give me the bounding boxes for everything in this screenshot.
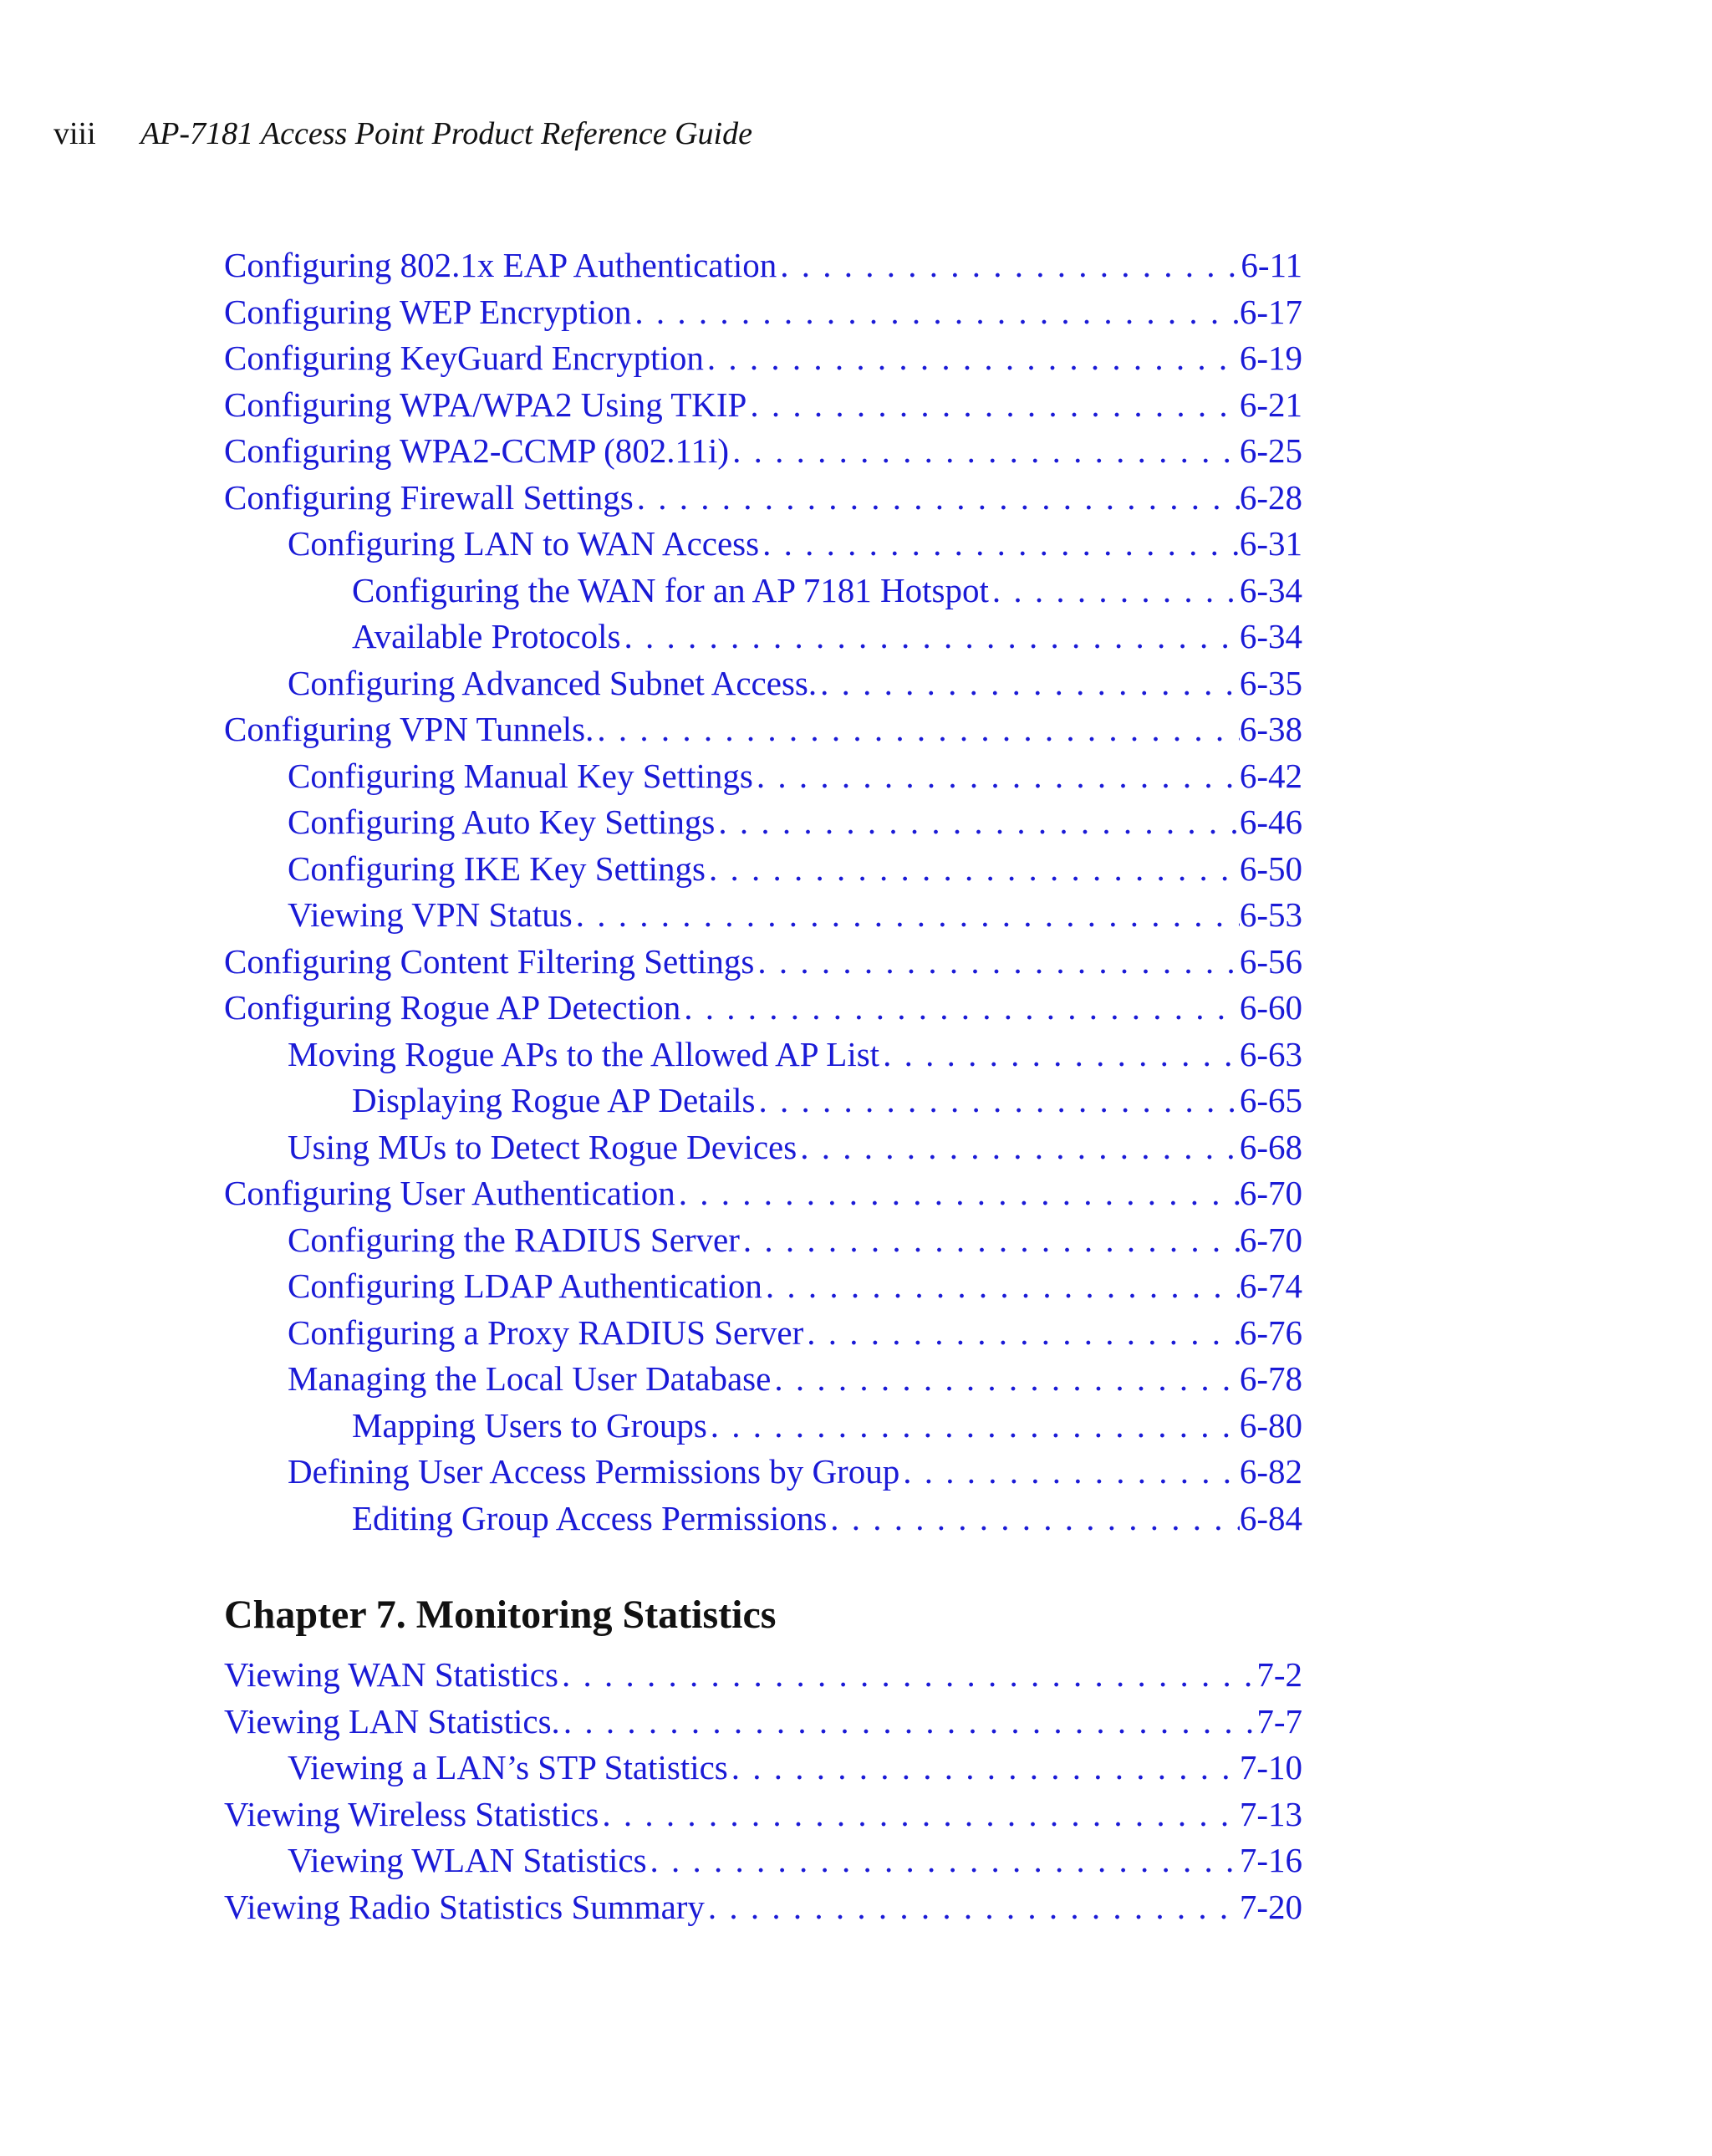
toc-entry-title[interactable]: Configuring WEP Encryption [224, 292, 632, 331]
toc-entry-title[interactable]: Moving Rogue APs to the Allowed AP List [288, 1034, 880, 1073]
toc-entry[interactable] [224, 1884, 1302, 1931]
dot-leader [797, 1124, 1240, 1171]
dot-leader [762, 1263, 1240, 1310]
toc-entry-title[interactable]: Configuring IKE Key Settings [288, 849, 706, 888]
toc-entry[interactable] [224, 1356, 1302, 1403]
dot-leader [704, 335, 1240, 382]
toc-entry[interactable] [224, 1124, 1302, 1171]
toc-entry-page[interactable]: 6-34 [1239, 570, 1302, 609]
toc-entry-title[interactable]: Configuring the WAN for an AP 7181 Hotspot [352, 570, 989, 609]
toc-entry-title[interactable]: Displaying Rogue AP Details [352, 1081, 756, 1119]
dot-leader [899, 1449, 1240, 1496]
dot-leader [803, 1310, 1240, 1357]
dot-leader [827, 1496, 1240, 1542]
toc-entry-page[interactable]: 6-11 [1241, 246, 1302, 284]
toc-entry-page[interactable]: 6-65 [1239, 1081, 1302, 1119]
toc-entry-page[interactable]: 6-31 [1239, 524, 1302, 563]
toc-entry-page[interactable]: 6-74 [1239, 1267, 1302, 1305]
toc-entry-page[interactable]: 6-56 [1239, 941, 1302, 981]
dot-leader [777, 242, 1241, 289]
dot-leader [817, 660, 1240, 707]
toc-entry-page[interactable]: 6-50 [1239, 849, 1302, 888]
toc-entry[interactable] [224, 706, 1302, 753]
toc-entry[interactable] [224, 335, 1302, 382]
toc-entry-title[interactable]: Viewing Wireless Statistics [224, 1794, 599, 1833]
toc-entry[interactable] [224, 382, 1302, 429]
toc-entry[interactable] [224, 753, 1302, 800]
toc-entry-title[interactable]: Viewing WAN Statistics [224, 1655, 558, 1694]
toc-entry-title[interactable]: Configuring Advanced Subnet Access. [288, 663, 818, 702]
toc-entry-title[interactable]: Viewing a LAN’s STP Statistics [288, 1748, 728, 1786]
toc-entry-title[interactable]: Configuring WPA/WPA2 Using TKIP [224, 385, 747, 424]
guide-title: AP-7181 Access Point Product Reference Guide [140, 116, 752, 151]
toc-entry-page[interactable]: 6-34 [1239, 617, 1302, 655]
toc-entry-page[interactable]: 6-68 [1239, 1127, 1302, 1166]
toc-entry[interactable] [224, 799, 1302, 846]
toc-entry-title[interactable]: Configuring 802.1x EAP Authentication [224, 246, 777, 284]
toc-entry-title[interactable]: Configuring a Proxy RADIUS Server [288, 1312, 804, 1352]
dot-leader [740, 1217, 1240, 1264]
dot-leader [558, 1652, 1256, 1699]
toc-entry[interactable] [224, 1449, 1302, 1496]
toc-entry-page[interactable]: 6-76 [1239, 1312, 1302, 1352]
toc-entry[interactable] [224, 1403, 1302, 1450]
dot-leader [879, 1032, 1240, 1078]
toc-entry[interactable] [224, 521, 1302, 568]
toc-entry[interactable] [224, 1837, 1302, 1884]
toc-entry[interactable] [224, 1699, 1302, 1746]
toc-entry-title[interactable]: Configuring Auto Key Settings [288, 803, 716, 841]
toc-entry-title[interactable]: Configuring Manual Key Settings [288, 756, 753, 795]
dot-leader [728, 1745, 1240, 1792]
toc-entry[interactable] [224, 289, 1302, 336]
toc-entry-title[interactable]: Viewing LAN Statistics. [224, 1701, 560, 1741]
toc-entry-page[interactable]: 7-2 [1256, 1655, 1302, 1694]
toc-entry-title[interactable]: Editing Group Access Permissions [352, 1498, 828, 1537]
toc-entry-title[interactable]: Configuring the RADIUS Server [288, 1220, 740, 1259]
toc-entry[interactable] [224, 1496, 1302, 1542]
dot-leader [634, 475, 1240, 522]
dot-leader [647, 1837, 1240, 1884]
dot-leader [680, 985, 1240, 1032]
toc-entry-page[interactable]: 6-78 [1239, 1359, 1302, 1398]
toc-entry-title[interactable]: Available Protocols [352, 617, 621, 655]
toc-entry[interactable] [224, 1217, 1302, 1264]
toc-section-chapter-7 [224, 1652, 1302, 1930]
dot-leader [599, 1792, 1239, 1838]
toc-entry-page[interactable]: 6-21 [1239, 385, 1302, 424]
toc-entry[interactable] [224, 1652, 1302, 1699]
toc-entry-page[interactable]: 7-10 [1239, 1748, 1302, 1786]
toc-entry[interactable] [224, 892, 1302, 939]
toc-entry-page[interactable]: 6-70 [1239, 1174, 1302, 1212]
toc-entry-title[interactable]: Mapping Users to Groups [352, 1405, 707, 1445]
toc-entry[interactable] [224, 1310, 1302, 1357]
chapter-7-heading: Chapter 7. Monitoring Statistics [224, 1593, 777, 1637]
dot-leader [756, 1078, 1240, 1124]
toc-entry-page[interactable]: 6-60 [1239, 988, 1302, 1027]
toc-entry[interactable] [224, 939, 1302, 986]
toc-entry[interactable] [224, 985, 1302, 1032]
toc-entry[interactable] [224, 568, 1302, 614]
dot-leader [754, 939, 1239, 986]
toc-entry-title[interactable]: Configuring User Authentication [224, 1174, 675, 1212]
toc-entry[interactable] [224, 660, 1302, 707]
dot-leader [771, 1356, 1240, 1403]
dot-leader [706, 846, 1240, 893]
toc-entry[interactable] [224, 1792, 1302, 1838]
toc-entry-title[interactable]: Configuring Firewall Settings [224, 477, 634, 517]
toc-entry-page[interactable]: 6-63 [1239, 1034, 1302, 1073]
toc-entry-title[interactable]: Configuring LDAP Authentication [288, 1267, 762, 1305]
toc-entry-title[interactable]: Viewing VPN Status [288, 895, 573, 934]
dot-leader [705, 1884, 1240, 1931]
toc-entry-page[interactable]: 6-38 [1239, 710, 1302, 748]
dot-leader [594, 706, 1239, 753]
toc-entry-page[interactable]: 6-17 [1239, 292, 1302, 331]
toc-entry-title[interactable]: Configuring Rogue AP Detection [224, 988, 681, 1027]
toc-entry-page[interactable]: 6-70 [1239, 1220, 1302, 1259]
toc-entry[interactable] [224, 1170, 1302, 1217]
toc-entry[interactable] [224, 846, 1302, 893]
running-header [54, 115, 752, 152]
toc-entry-title[interactable]: Viewing WLAN Statistics [288, 1841, 647, 1879]
toc-entry-title[interactable]: Defining User Access Permissions by Group [288, 1452, 900, 1491]
dot-leader [620, 614, 1239, 660]
toc-entry-page[interactable]: 7-7 [1256, 1701, 1302, 1741]
dot-leader [707, 1403, 1240, 1450]
toc-entry-page[interactable]: 6-84 [1239, 1498, 1302, 1537]
toc-entry-page[interactable]: 6-82 [1239, 1452, 1302, 1491]
toc-entry[interactable] [224, 428, 1302, 475]
toc-entry-page[interactable]: 6-42 [1239, 756, 1302, 795]
dot-leader [675, 1170, 1240, 1217]
toc-entry-title[interactable]: Managing the Local User Database [288, 1359, 772, 1398]
toc-entry-title[interactable]: Using MUs to Detect Rogue Devices [288, 1127, 797, 1166]
toc-entry-page[interactable]: 7-13 [1239, 1794, 1302, 1833]
toc-entry[interactable] [224, 1263, 1302, 1310]
toc-entry[interactable] [224, 1745, 1302, 1792]
toc-entry-page[interactable]: 6-25 [1239, 431, 1302, 470]
toc-entry-page[interactable]: 7-16 [1239, 1841, 1302, 1879]
dot-leader [631, 289, 1239, 336]
toc-entry[interactable] [224, 475, 1302, 522]
dot-leader [746, 382, 1239, 429]
toc-entry-title[interactable]: Configuring WPA2-CCMP (802.11i) [224, 431, 730, 470]
dot-leader [715, 799, 1239, 846]
toc-entry-page[interactable]: 6-53 [1239, 895, 1302, 934]
toc-entry-title[interactable]: Configuring LAN to WAN Access [288, 524, 760, 563]
toc-entry[interactable] [224, 614, 1302, 660]
toc-section-chapter-6 [224, 242, 1302, 1542]
toc-entry-page[interactable]: 6-80 [1239, 1405, 1302, 1445]
toc-entry[interactable] [224, 242, 1302, 289]
toc-entry[interactable] [224, 1032, 1302, 1078]
toc-entry-title[interactable]: Configuring VPN Tunnels. [224, 710, 594, 748]
table-of-contents [224, 242, 1302, 1930]
toc-entry-title[interactable]: Configuring Content Filtering Settings [224, 941, 755, 981]
toc-entry-page[interactable]: 6-19 [1239, 339, 1302, 377]
toc-entry-page[interactable]: 6-28 [1239, 477, 1302, 517]
toc-entry-page[interactable]: 6-46 [1239, 803, 1302, 841]
dot-leader [989, 568, 1240, 614]
dot-leader [560, 1699, 1257, 1746]
toc-entry[interactable] [224, 1078, 1302, 1124]
dot-leader [753, 753, 1240, 800]
dot-leader [729, 428, 1240, 475]
toc-entry-page[interactable]: 7-20 [1239, 1887, 1302, 1926]
toc-entry-title[interactable]: Viewing Radio Statistics Summary [224, 1887, 705, 1926]
page-number: viii [54, 116, 96, 151]
toc-entry-title[interactable]: Configuring KeyGuard Encryption [224, 339, 704, 377]
dot-leader [573, 892, 1240, 939]
toc-entry-page[interactable]: 6-35 [1239, 663, 1302, 702]
dot-leader [759, 521, 1240, 568]
